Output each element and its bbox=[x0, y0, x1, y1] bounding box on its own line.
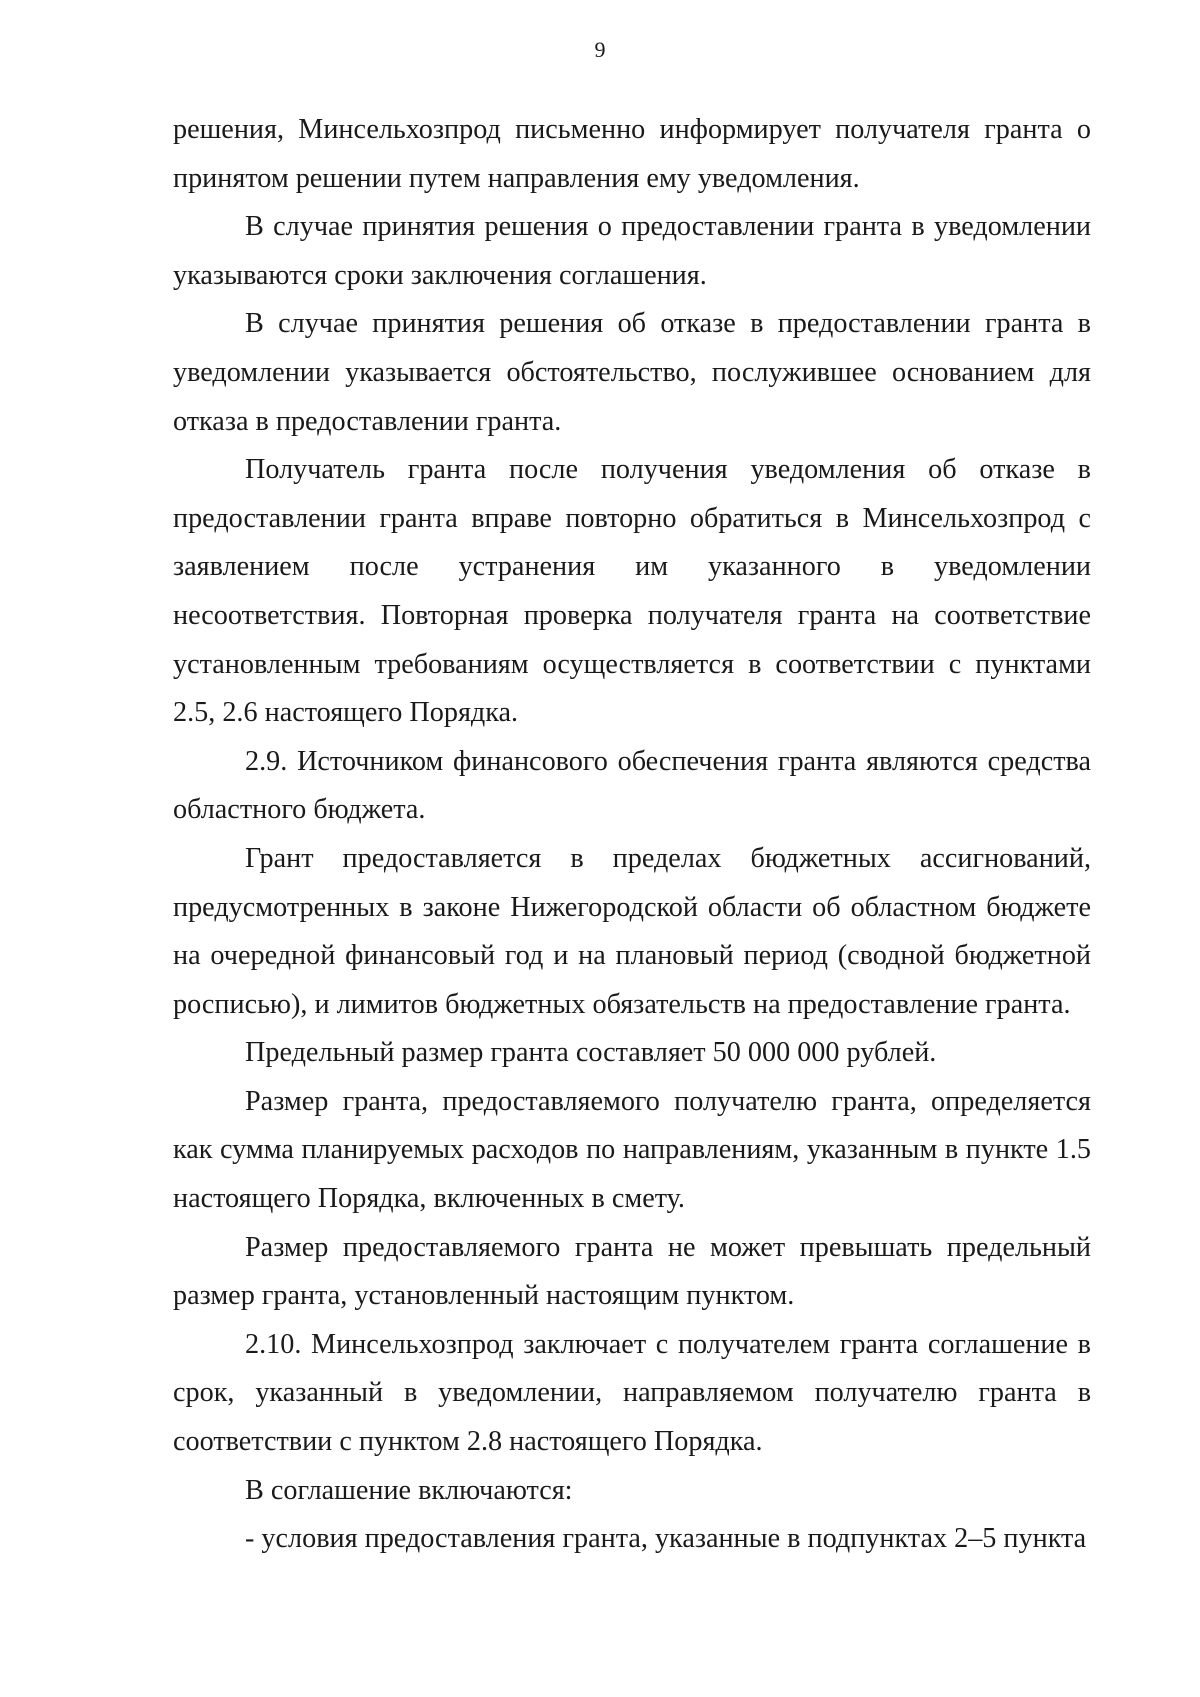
paragraph-11: В соглашение включаются: bbox=[245, 1474, 573, 1506]
paragraph-1: решения, Минсельхозпрод письменно информирует получателя гранта о принятом решении путем направления ему уведомления. bbox=[173, 114, 1091, 194]
paragraph-5: 2.9. Источником финансового обеспечения гранта являются средства областного бюджета. bbox=[173, 745, 1091, 826]
paragraph-3: В случае принятия решения об отказе в предоставлении гранта в уведомлении указывается обстоятельство, послужившее основанием для отказа в предоставлении гранта. bbox=[173, 308, 1091, 437]
paragraph-10: 2.10. Минсельхозпрод заключает с получателем гранта соглашение в срок, указанный в уведомлении, направляемом получателю гранта в соответствии с пунктом 2.8 настоящего Порядка. bbox=[173, 1328, 1091, 1458]
document-body bbox=[173, 106, 1091, 1564]
paragraph-6: Грант предоставляется в пределах бюджетных ассигнований, предусмотренных в законе Нижегородской области об областном бюджете на очередной финансовый год и на плановый период (сводной бюджетной росписью), и лимитов бюджетных обязательств на предоставление гранта. bbox=[173, 842, 1091, 1020]
paragraph-9: Размер предоставляемого гранта не может превышать предельный размер гранта, установленный настоящим пунктом. bbox=[173, 1231, 1091, 1312]
paragraph-4: Получатель гранта после получения уведомления об отказе в предоставлении гранта вправе повторно обратиться в Минсельхозпрод с заявлением после устранения им указанного в уведомлении несоответствия. Повторная проверка получателя гранта на соответствие установленным требованиям осуществляется в соответствии с пунктами 2.5, 2.6 настоящего Порядка. bbox=[173, 454, 1091, 729]
paragraph-2: В случае принятия решения о предоставлении гранта в уведомлении указываются сроки заключения соглашения. bbox=[173, 211, 1091, 291]
paragraph-12: - условия предоставления гранта, указанные в подпунктах 2–5 пункта bbox=[245, 1523, 1087, 1555]
paragraph-7: Предельный размер гранта составляет 50 000 000 рублей. bbox=[245, 1037, 937, 1069]
page-number: 9 bbox=[594, 37, 606, 62]
paragraph-8: Размер гранта, предоставляемого получателю гранта, определяется как сумма планируемых расходов по направлениям, указанным в пункте 1.5 настоящего Порядка, включенных в смету. bbox=[173, 1085, 1091, 1215]
